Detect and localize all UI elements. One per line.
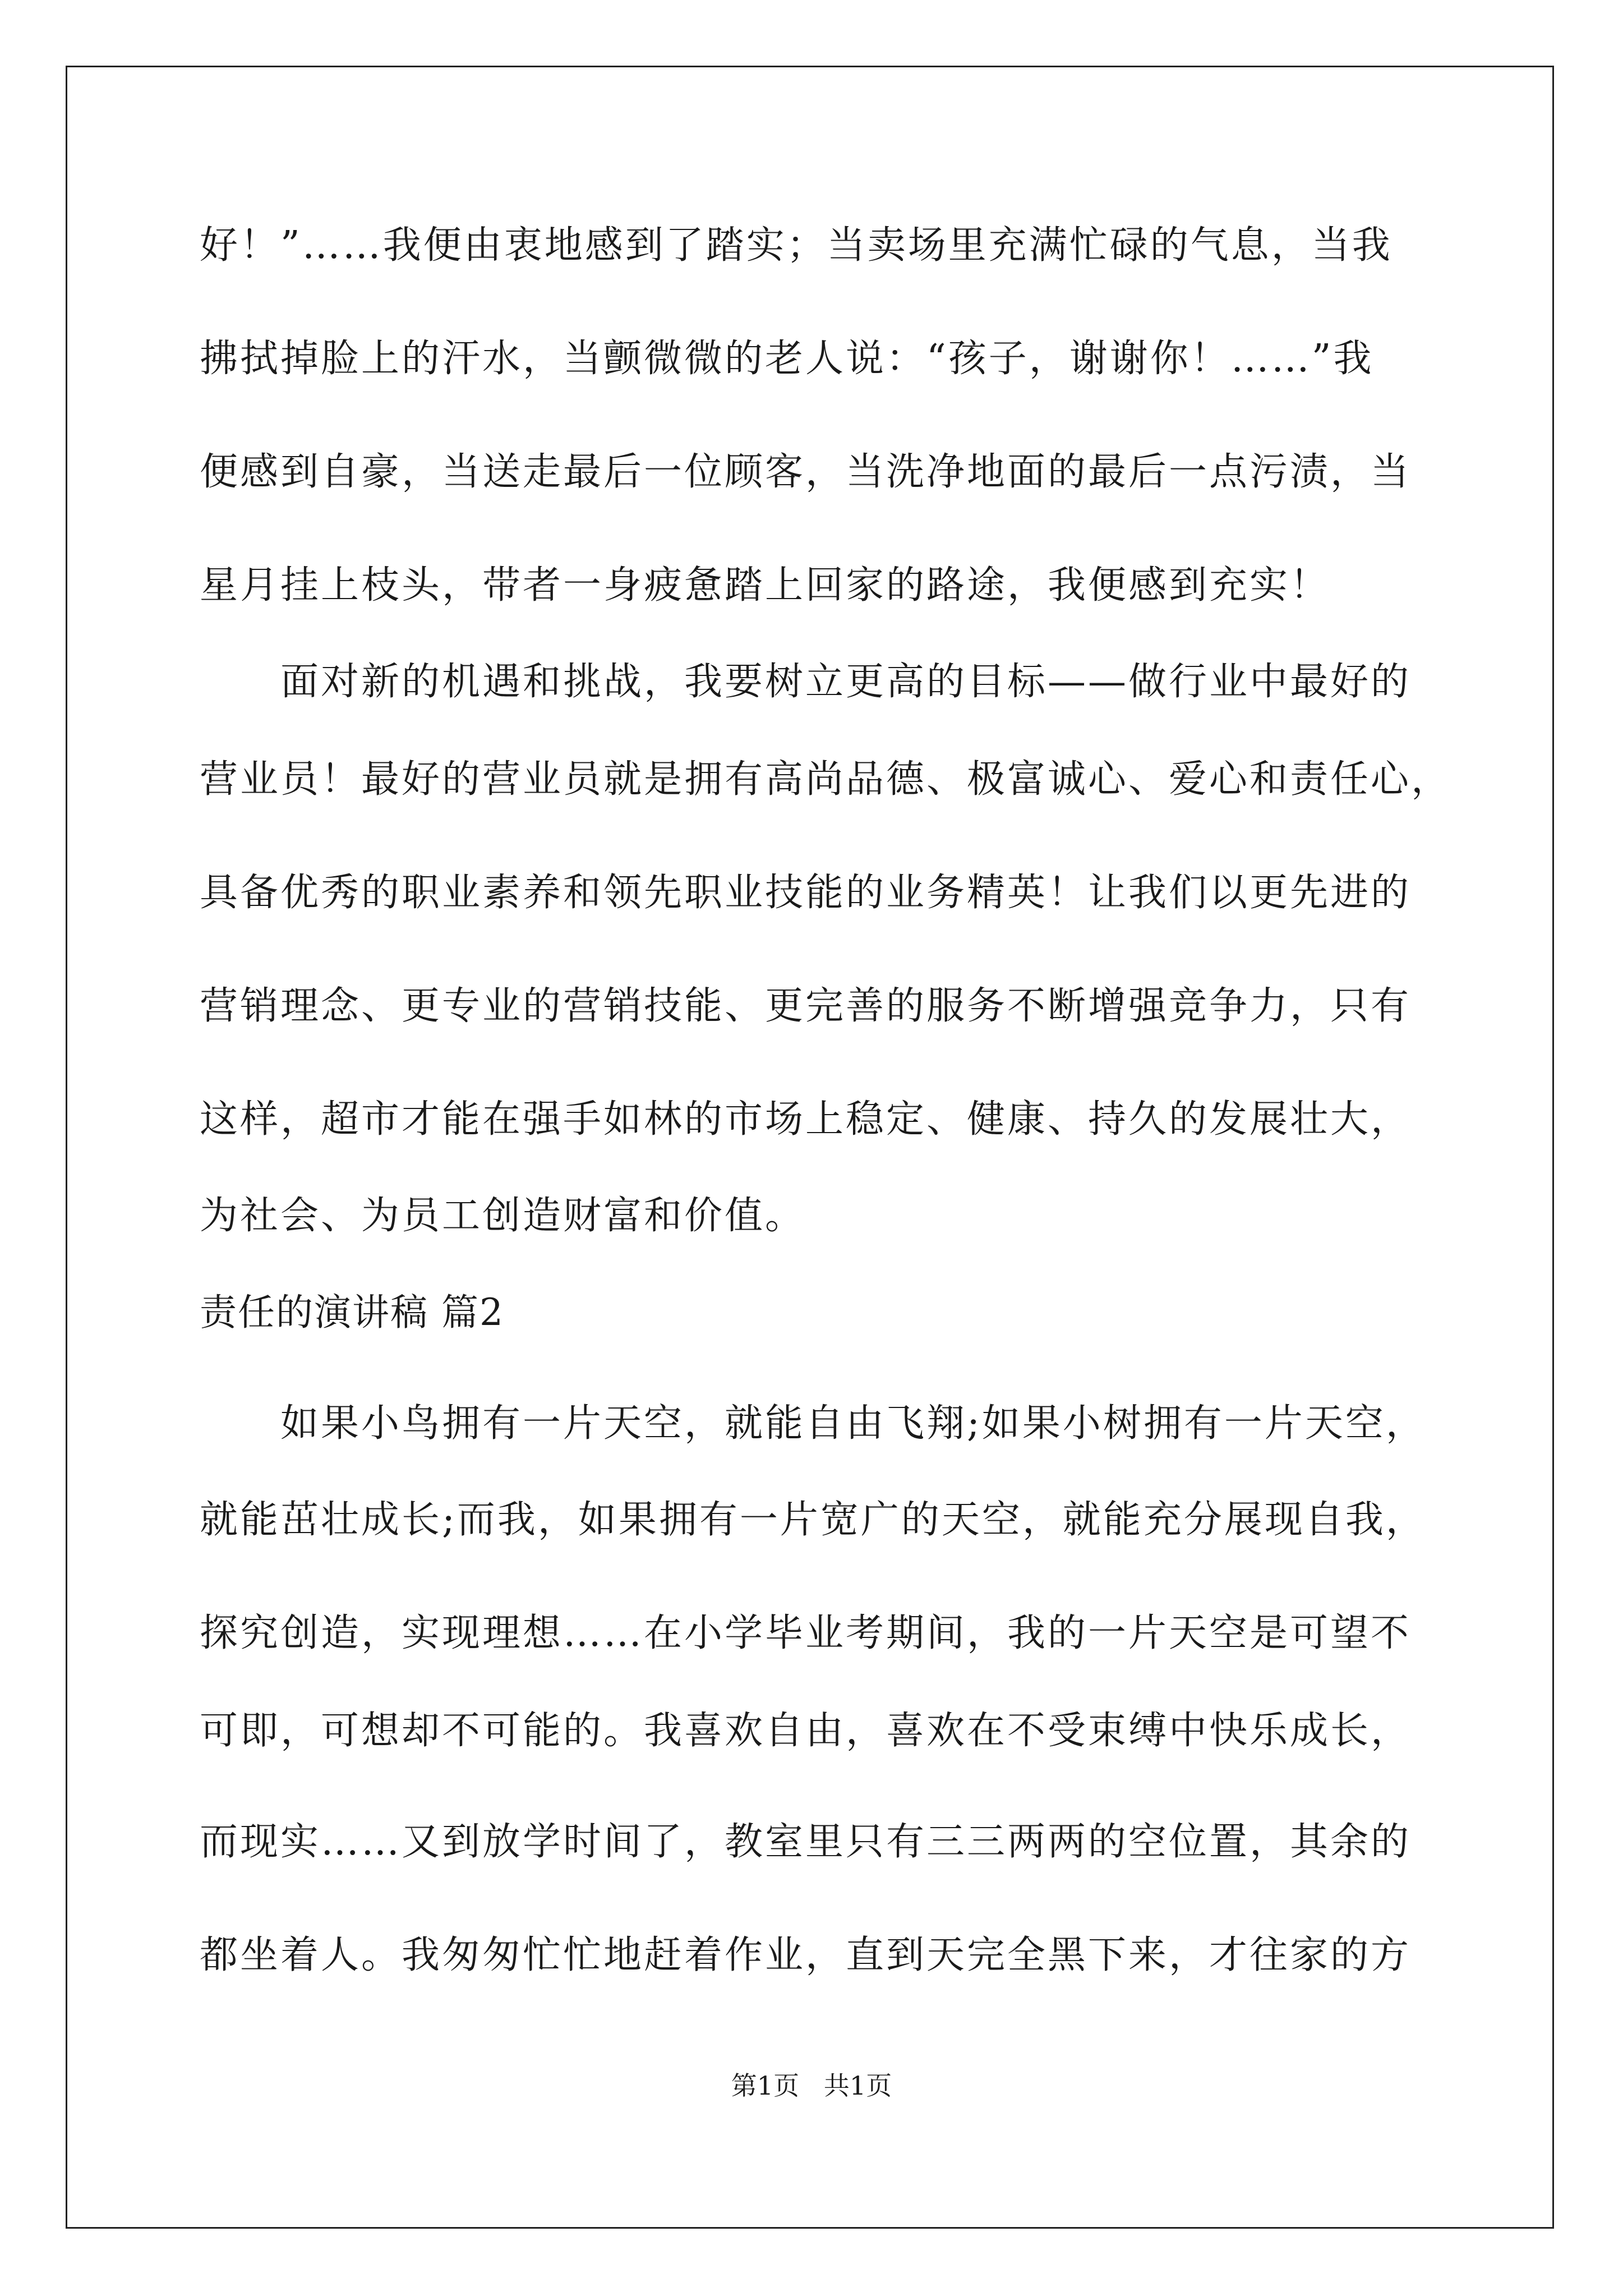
paragraph-2-line-1: 面对新的机遇和挑战，我要树立更高的目标——做行业中最好的 [280, 660, 1412, 704]
paragraph-1-line-1: 好！”……我便由衷地感到了踏实；当卖场里充满忙碌的气息，当我 [200, 223, 1393, 268]
paragraph-2-line-6: 为社会、为员工创造财富和价值。 [200, 1194, 806, 1238]
paragraph-3-line-3: 探究创造，实现理想……在小学毕业考期间，我的一片天空是可望不 [200, 1611, 1412, 1655]
section-heading: 责任的演讲稿 篇2 [200, 1291, 504, 1334]
paragraph-1-line-3: 便感到自豪，当送走最后一位顾客，当洗净地面的最后一点污渍，当 [200, 450, 1412, 494]
paragraph-2-line-4: 营销理念、更专业的营销技能、更完善的服务不断增强竞争力，只有 [200, 984, 1412, 1028]
paragraph-3-line-2: 就能茁壮成长;而我，如果拥有一片宽广的天空，就能充分展现自我， [200, 1498, 1426, 1542]
paragraph-3-line-6: 都坐着人。我匆匆忙忙地赶着作业，直到天完全黑下来，才往家的方 [200, 1933, 1412, 1977]
paragraph-1-line-2: 拂拭掉脸上的汗水，当颤微微的老人说：“孩子，谢谢你！……”我 [200, 337, 1374, 381]
paragraph-1-line-4: 星月挂上枝头，带者一身疲惫踏上回家的路途，我便感到充实！ [200, 563, 1331, 608]
page-border [66, 66, 1554, 2229]
paragraph-3-line-5: 而现实……又到放学时间了，教室里只有三三两两的空位置，其余的 [200, 1820, 1412, 1864]
paragraph-3-line-4: 可即，可想却不可能的。我喜欢自由，喜欢在不受束缚中快乐成长， [200, 1709, 1412, 1753]
paragraph-3-line-1: 如果小鸟拥有一片天空，就能自由飞翔;如果小树拥有一片天空， [280, 1401, 1426, 1446]
paragraph-2-line-2: 营业员！最好的营业员就是拥有高尚品德、极富诚心、爱心和责任心， [200, 757, 1452, 802]
paragraph-2-line-3: 具备优秀的职业素养和领先职业技能的业务精英！让我们以更先进的 [200, 871, 1412, 915]
paragraph-2-line-5: 这样，超市才能在强手如林的市场上稳定、健康、持久的发展壮大， [200, 1097, 1412, 1142]
page-number-footer: 第1页 共1页 [731, 2070, 892, 2101]
